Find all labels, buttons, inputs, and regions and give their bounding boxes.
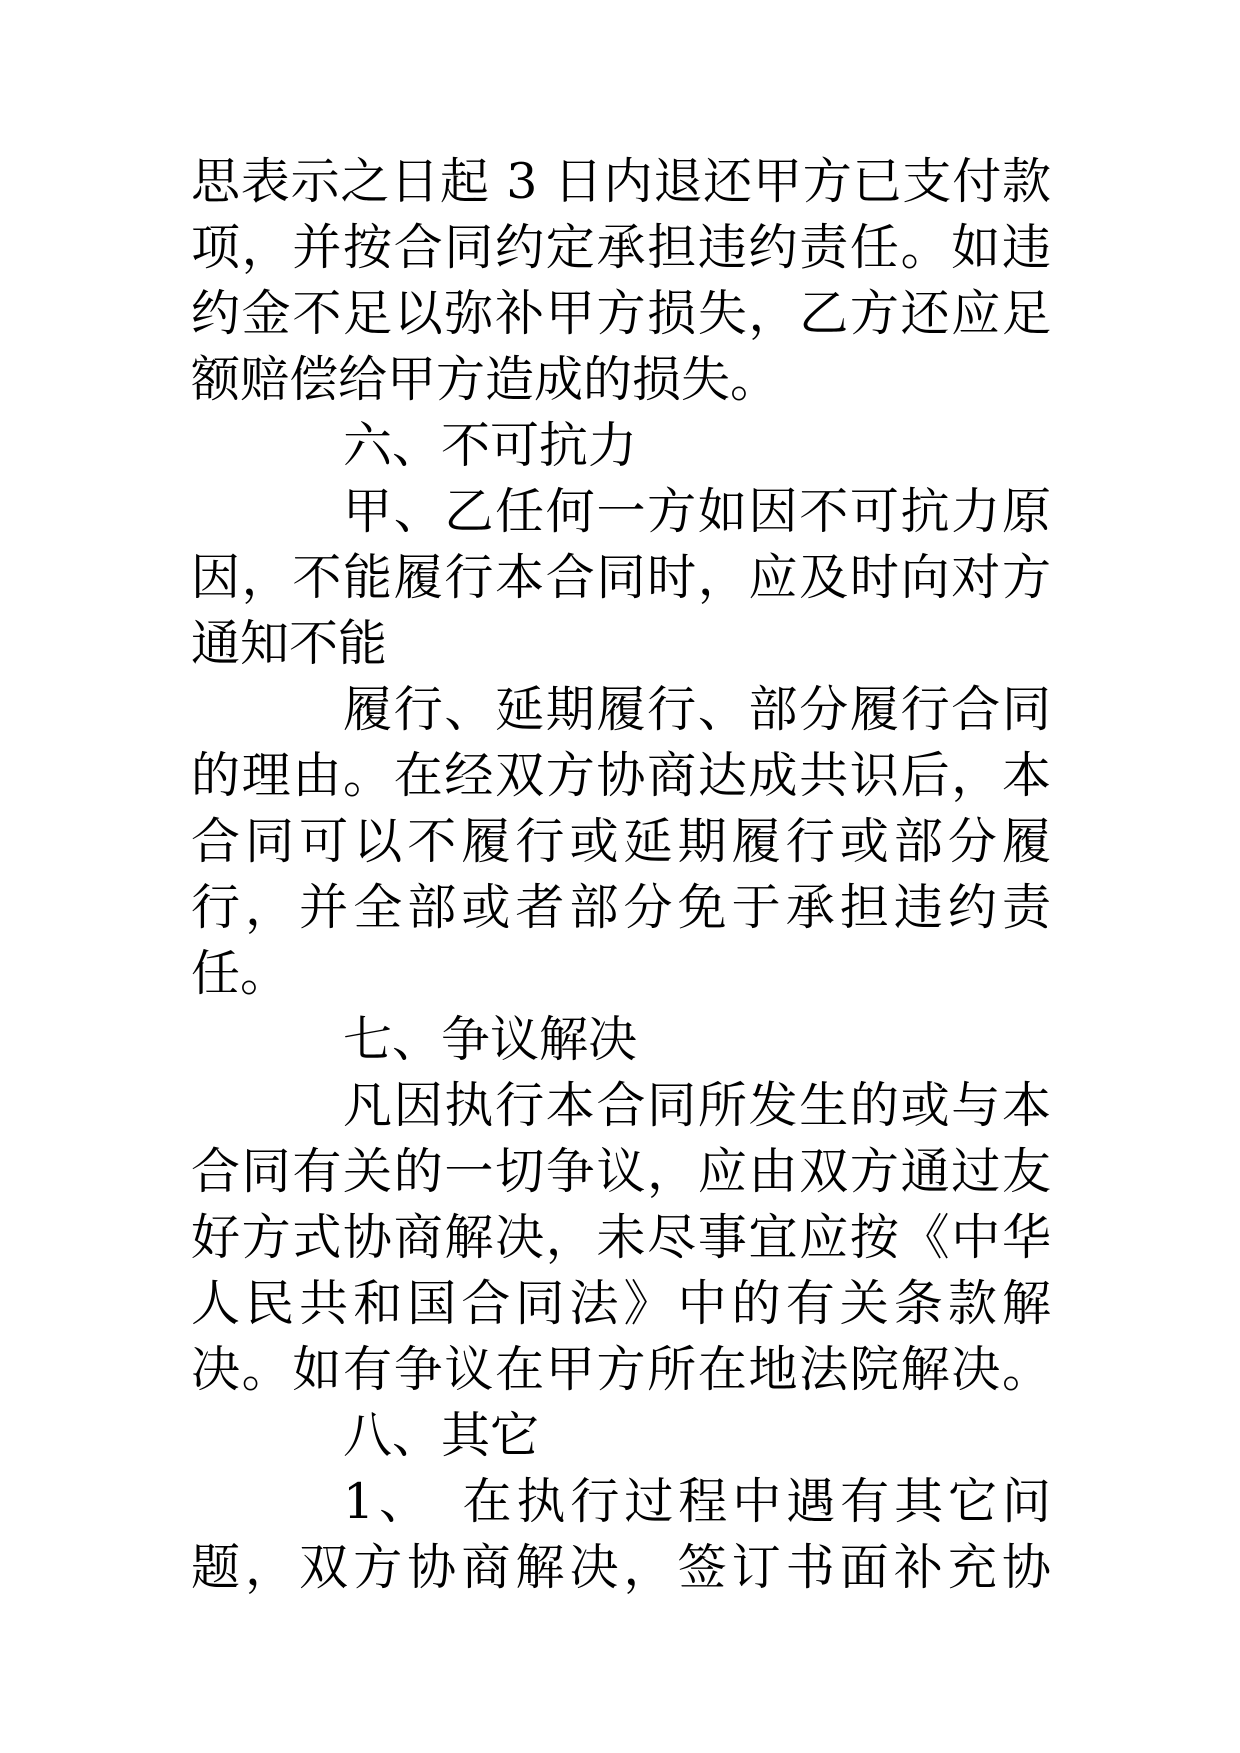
text-line: 合同可以不履行或延期履行或部分履 bbox=[191, 813, 1051, 870]
text-line: 履行、延期履行、部分履行合同 bbox=[343, 681, 1051, 738]
text-line: 行，并全部或者部分免于承担违约责 bbox=[191, 879, 1051, 936]
text-line: 因，不能履行本合同时，应及时向对方 bbox=[191, 549, 1051, 606]
text-line: 思表示之日起 3 日内退还甲方已支付款 bbox=[191, 153, 1051, 210]
text-line: 的理由。在经双方协商达成共识后，本 bbox=[191, 747, 1051, 804]
text-line: 七、争议解决 bbox=[343, 1011, 638, 1068]
text-line: 额赔偿给甲方造成的损失。 bbox=[191, 351, 780, 408]
text-line: 项，并按合同约定承担违约责任。如违 bbox=[191, 219, 1051, 276]
text-line: 通知不能 bbox=[191, 615, 388, 672]
text-line: 人民共和国合同法》中的有关条款解 bbox=[191, 1275, 1051, 1332]
text-line: 题，双方协商解决，签订书面补充协 bbox=[191, 1539, 1051, 1596]
text-line: 六、不可抗力 bbox=[343, 417, 638, 474]
text-line: 约金不足以弥补甲方损失，乙方还应足 bbox=[191, 285, 1051, 342]
text-line: 甲、乙任何一方如因不可抗力原 bbox=[343, 483, 1051, 540]
text-line: 任。 bbox=[191, 945, 290, 1002]
contract-text-block bbox=[191, 149, 1051, 1601]
text-line: 合同有关的一切争议，应由双方通过友 bbox=[191, 1143, 1051, 1200]
text-line: 凡因执行本合同所发生的或与本 bbox=[343, 1077, 1051, 1134]
text-line: 决。如有争议在甲方所在地法院解决。 bbox=[191, 1341, 1051, 1398]
text-line: 八、其它 bbox=[343, 1407, 540, 1464]
text-line: 好方式协商解决，未尽事宜应按《中华 bbox=[191, 1209, 1051, 1266]
text-line: 1、 在执行过程中遇有其它问 bbox=[343, 1473, 1051, 1530]
